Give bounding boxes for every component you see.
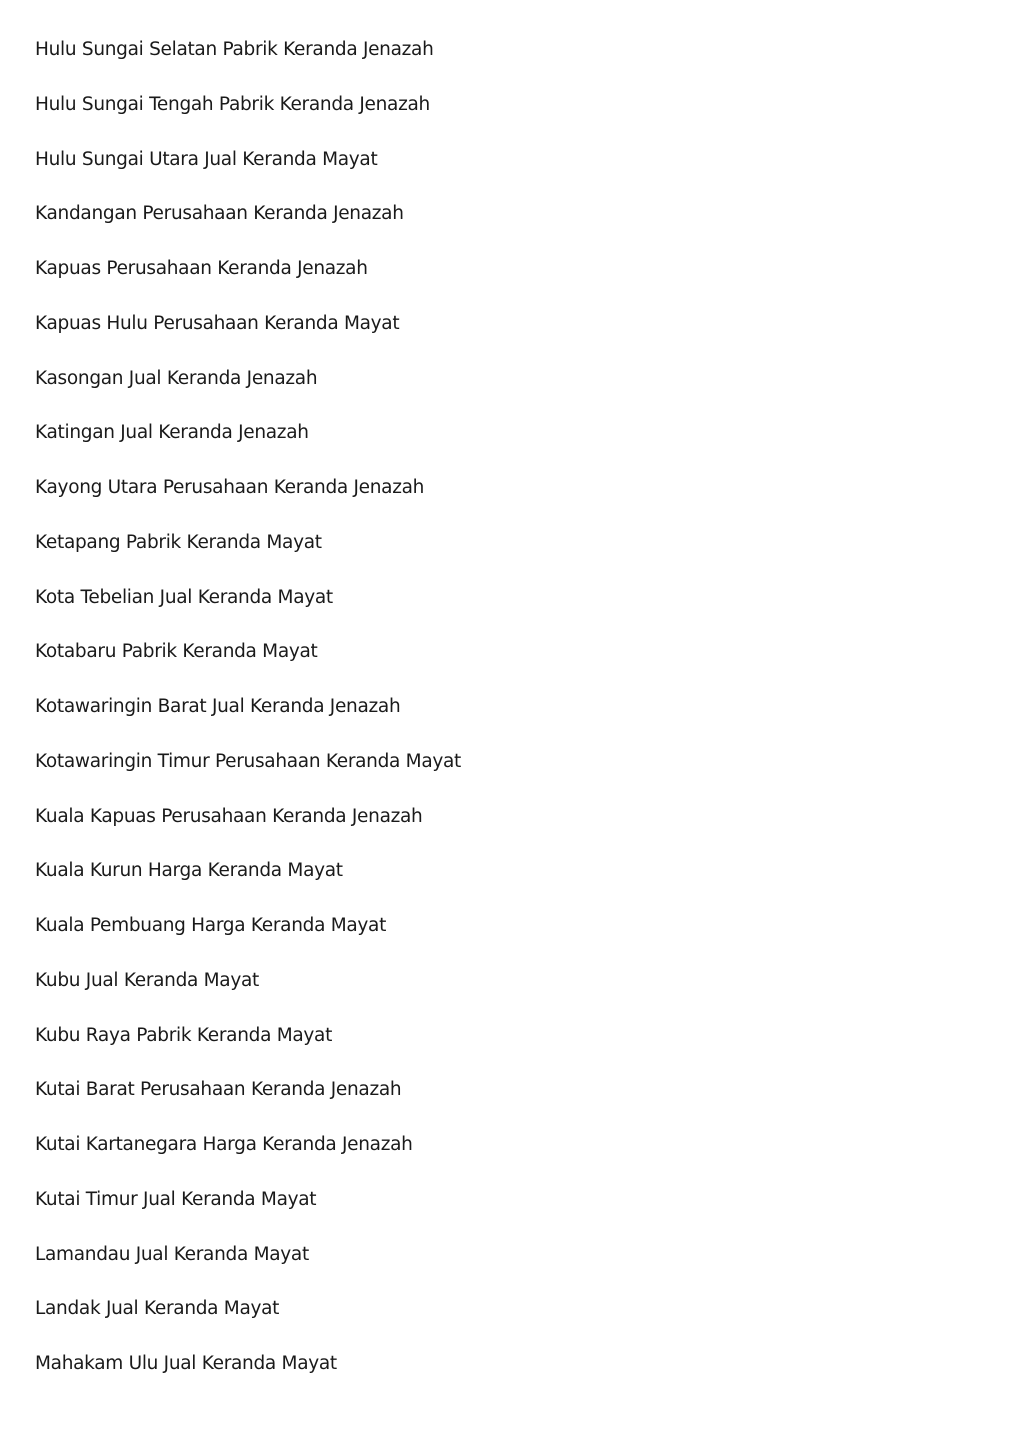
list-item: Hulu Sungai Selatan Pabrik Keranda Jenazah — [35, 39, 434, 60]
list-item: Kuala Pembuang Harga Keranda Mayat — [35, 915, 387, 936]
list-item: Ketapang Pabrik Keranda Mayat — [35, 531, 322, 553]
list-item: Kasongan Jual Keranda Jenazah — [35, 367, 318, 389]
list-item: Kapuas Hulu Perusahaan Keranda Mayat — [35, 312, 400, 334]
list-item: Landak Jual Keranda Mayat — [35, 1298, 280, 1320]
entry-list — [35, 37, 461, 1406]
list-item: Kuala Kapuas Perusahaan Keranda Jenazah — [35, 805, 423, 827]
list-item: Kutai Kartanegara Harga Keranda Jenazah — [35, 1134, 413, 1155]
list-item: Kota Tebelian Jual Keranda Mayat — [35, 586, 333, 608]
list-item: Kubu Raya Pabrik Keranda Mayat — [35, 1024, 333, 1046]
list-item: Kotawaringin Barat Jual Keranda Jenazah — [35, 696, 401, 717]
list-item: Hulu Sungai Utara Jual Keranda Mayat — [35, 148, 378, 170]
list-item: Kayong Utara Perusahaan Keranda Jenazah — [35, 477, 425, 498]
list-item: Lamandau Jual Keranda Mayat — [35, 1243, 309, 1265]
list-item: Kubu Jual Keranda Mayat — [35, 969, 259, 991]
list-item: Kutai Timur Jual Keranda Mayat — [35, 1188, 317, 1210]
list-item: Kotawaringin Timur Perusahaan Keranda Mayat — [35, 750, 461, 772]
list-item: Kapuas Perusahaan Keranda Jenazah — [35, 258, 368, 279]
list-item: Kutai Barat Perusahaan Keranda Jenazah — [35, 1079, 402, 1101]
list-item: Katingan Jual Keranda Jenazah — [35, 422, 309, 444]
list-item: Kuala Kurun Harga Keranda Mayat — [35, 860, 343, 882]
list-item: Kotabaru Pabrik Keranda Mayat — [35, 641, 318, 663]
list-item: Mahakam Ulu Jual Keranda Mayat — [35, 1353, 337, 1374]
list-item: Hulu Sungai Tengah Pabrik Keranda Jenazah — [35, 93, 430, 115]
list-item: Kandangan Perusahaan Keranda Jenazah — [35, 203, 404, 225]
